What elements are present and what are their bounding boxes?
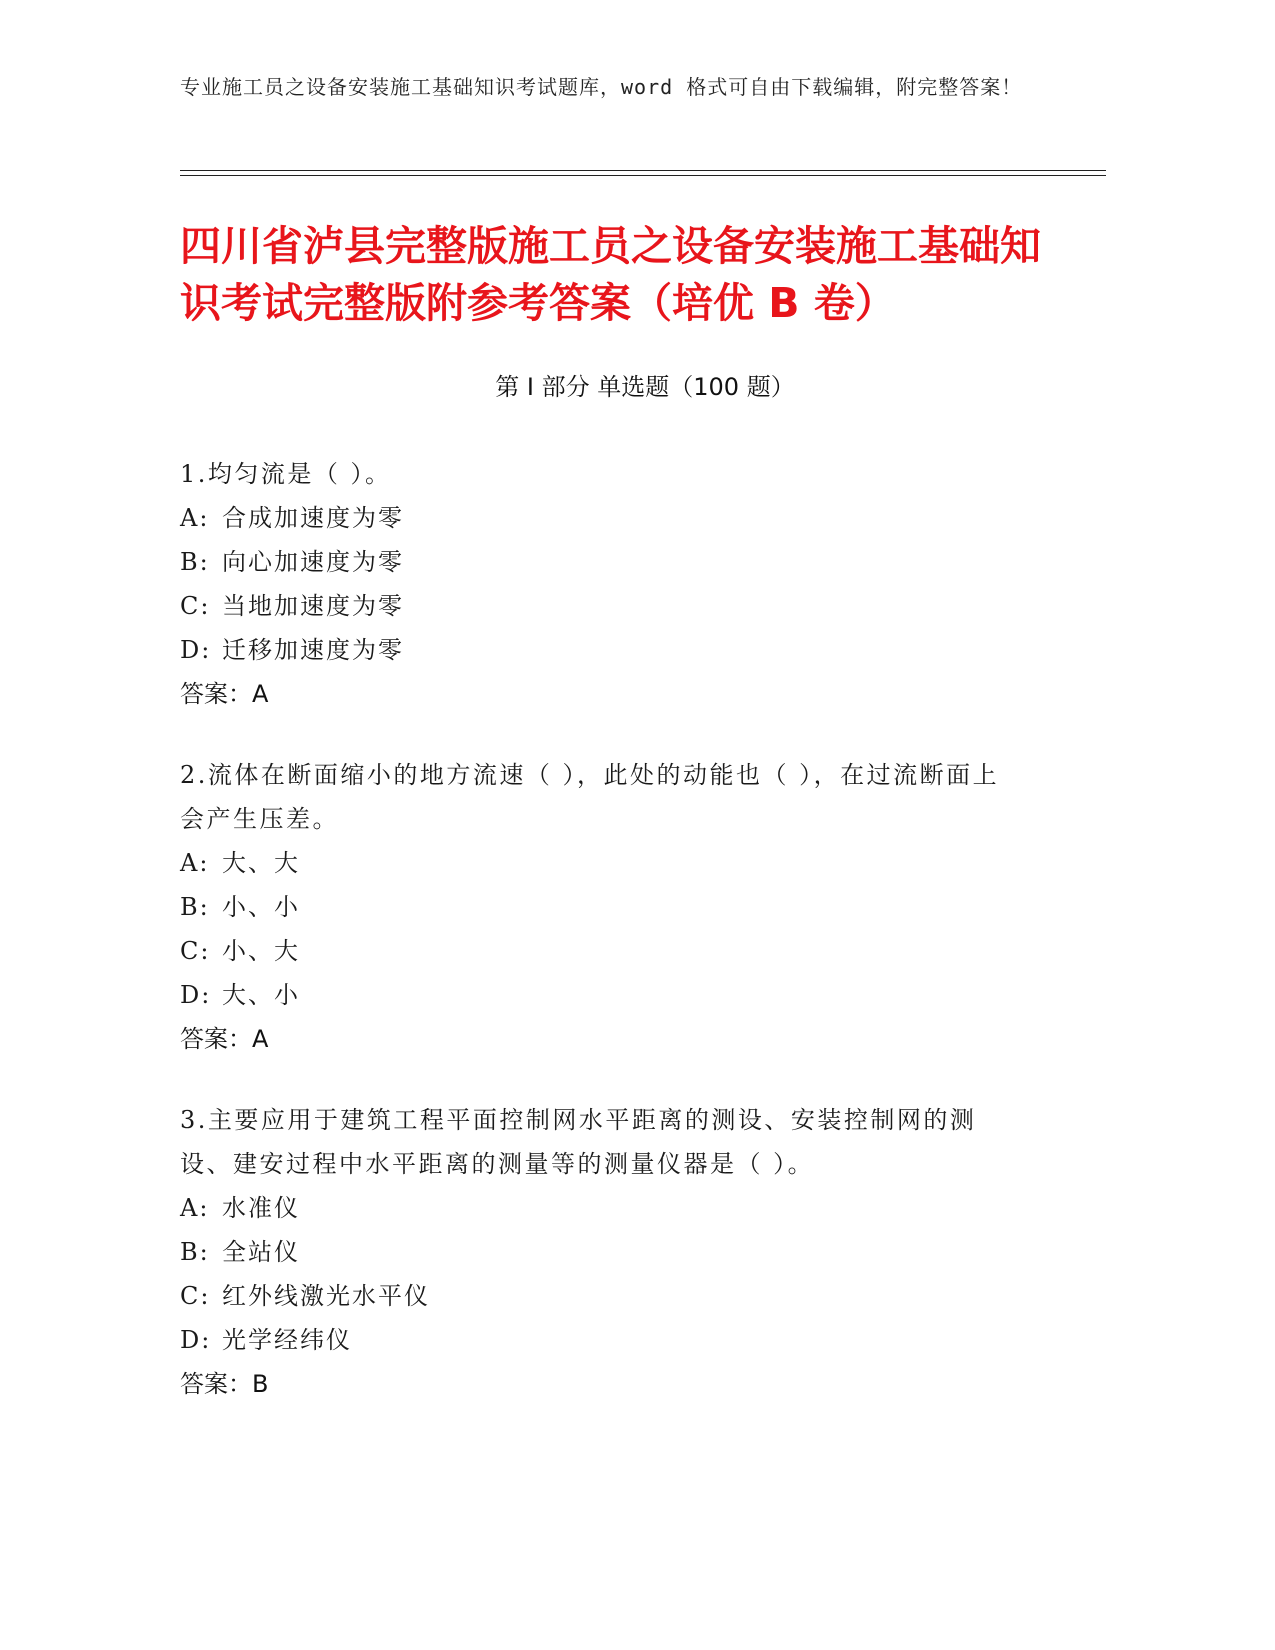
question-list (180, 452, 1020, 1443)
option-a (180, 841, 1020, 885)
option-a (180, 1186, 1020, 1230)
option-text: 红外线激光水平仪 (222, 1282, 430, 1310)
answer: 答案：B (180, 1370, 269, 1398)
option-text: 全站仪 (222, 1238, 300, 1266)
option-c (180, 929, 1020, 973)
option-b (180, 1230, 1020, 1274)
question-3 (180, 1098, 1020, 1406)
option-a (180, 496, 1020, 540)
answer: 答案：A (180, 680, 269, 708)
option-text: 当地加速度为零 (222, 592, 404, 620)
question-2 (180, 753, 1020, 1061)
option-text: 迁移加速度为零 (222, 636, 404, 664)
option-d (180, 628, 1020, 672)
option-text: 光学经纬仪 (222, 1326, 352, 1354)
option-letter: D: (180, 636, 212, 664)
question-1 (180, 452, 1020, 716)
option-letter: C: (180, 1282, 211, 1310)
option-text: 大、小 (222, 981, 300, 1009)
option-text: 大、大 (222, 849, 300, 877)
option-c (180, 1274, 1020, 1318)
option-letter: D: (180, 1326, 212, 1354)
answer: 答案：A (180, 1025, 269, 1053)
option-letter: A: (180, 504, 210, 532)
option-b (180, 885, 1020, 929)
option-letter: B: (180, 548, 210, 576)
option-text: 向心加速度为零 (222, 548, 404, 576)
option-d (180, 973, 1020, 1017)
option-text: 合成加速度为零 (222, 504, 404, 532)
option-c (180, 584, 1020, 628)
option-letter: B: (180, 1238, 210, 1266)
option-letter: D: (180, 981, 212, 1009)
option-letter: C: (180, 592, 211, 620)
option-b (180, 540, 1020, 584)
header-divider-bottom (180, 175, 1106, 176)
header-divider-top (180, 170, 1106, 171)
option-letter: A: (180, 1194, 210, 1222)
option-text: 小、大 (222, 937, 300, 965)
option-text: 水准仪 (222, 1194, 300, 1222)
header-note: 专业施工员之设备安装施工基础知识考试题库，word 格式可自由下载编辑，附完整答案！ (180, 75, 1023, 99)
document-title: 四川省泸县完整版施工员之设备安装施工基础知识考试完整版附参考答案（培优 B 卷） (180, 222, 1041, 327)
option-d (180, 1318, 1020, 1362)
question-stem: 3.主要应用于建筑工程平面控制网水平距离的测设、安装控制网的测设、建安过程中水平距离的测量等的测量仪器是（ ）。 (180, 1106, 977, 1178)
question-stem: 1.均匀流是（ ）。 (180, 460, 392, 488)
option-letter: A: (180, 849, 210, 877)
option-text: 小、小 (222, 893, 300, 921)
question-stem: 2.流体在断面缩小的地方流速（ ），此处的动能也（ ），在过流断面上会产生压差。 (180, 761, 1000, 833)
option-letter: C: (180, 937, 211, 965)
section-title: 第 I 部分 单选题（100 题） (495, 373, 795, 401)
option-letter: B: (180, 893, 210, 921)
